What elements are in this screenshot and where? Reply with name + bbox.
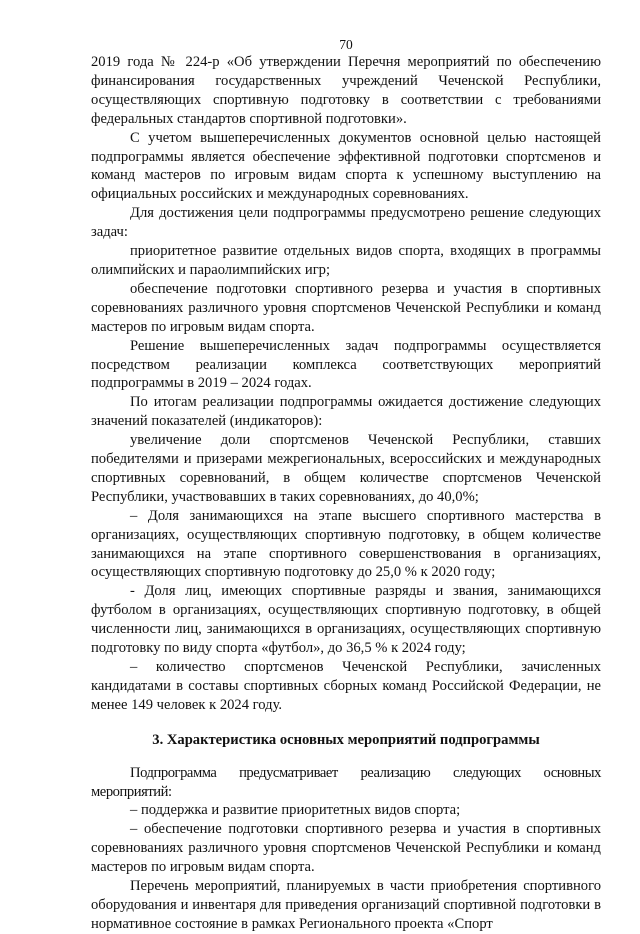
paragraph-equipment-purchase: Перечень мероприятий, планируемых в части приобретения спортивного оборудования и инвентаря для приведения организаций спортивной подготовки в нормативное состояние в рамках Регионального проекта «Спорт	[91, 878, 601, 932]
indicator-item-football-share: - Доля лиц, имеющих спортивные разряды и звания, занимающихся футболом в организациях, осуществляющих спортивную подготовку, в общей численности лиц, занимающихся в организациях, осуществляющих спортивную подготовку по виду спорта «футбол», до 36,5 % к 2024 году;	[91, 583, 601, 657]
task-item-olympic-sports: приоритетное развитие отдельных видов спорта, входящих в программы олимпийских и параолимпийских игр;	[91, 243, 601, 278]
indicator-item-high-mastery-share: – Доля занимающихся на этапе высшего спортивного мастерства в организациях, осуществляющих спортивную подготовку, в общем количестве занимающихся на этапе спортивного совершенствования в организациях, осуществляющих спортивную подготовку до 25,0 % к 2020 году;	[91, 507, 601, 581]
task-item-reserve-training: обеспечение подготовки спортивного резерва и участия в спортивных соревнованиях различного уровня спортсменов Чеченской Республики и команд мастеров по игровым видам спорта.	[91, 280, 601, 335]
paragraph-main-activities-intro: Подпрограмма предусматривает реализацию следующих основных мероприятий:	[91, 764, 601, 800]
document-body	[91, 53, 601, 934]
section-heading: 3. Характеристика основных мероприятий подпрограммы	[152, 731, 540, 748]
indicator-item-winners-share: увеличение доли спортсменов Чеченской Республики, ставших победителями и призерами межрегиональных, всероссийских и международных спортивных соревнований, в общем количестве спортсменов Чеченской Республики, участвовавших в таких соревнованиях, до 40,0%;	[91, 432, 601, 505]
page-number: 70	[339, 37, 353, 52]
paragraph-tasks-intro: Для достижения цели подпрограммы предусмотрено решение следующих задач:	[91, 205, 601, 241]
activity-item-priority-sports: – поддержка и развитие приоритетных видов спорта;	[130, 802, 461, 819]
paragraph-implementation: Решение вышеперечисленных задач подпрограммы осуществляется посредством реализации комплекса соответствующих мероприятий подпрограммы в 2019 – 2024 годах.	[91, 337, 601, 392]
paragraph-decree-reference: 2019 года № 224-р «Об утверждении Перечня мероприятий по обеспечению финансирования государственных учреждений Чеченской Республики, осуществляющих спортивную подготовку в соответствии с требованиями федеральных стандартов спортивной подготовки».	[91, 54, 601, 127]
activity-item-reserve-training: – обеспечение подготовки спортивного резерва и участия в спортивных соревнованиях различного уровня спортсменов Чеченской Республики и команд мастеров по игровым видам спорта.	[91, 821, 601, 876]
indicator-item-national-team-candidates: – количество спортсменов Чеченской Республики, зачисленных кандидатами в составы спортивных сборных команд Российской Федерации, не менее 149 человек к 2024 году.	[91, 659, 601, 713]
paragraph-main-goal: С учетом вышеперечисленных документов основной целью настоящей подпрограммы является обеспечение эффективной подготовки спортсменов и команд мастеров по игровым видам спорта к успешному выступлению на официальных российских и международных соревнованиях.	[91, 129, 601, 203]
paragraph-indicators-intro: По итогам реализации подпрограммы ожидается достижение следующих значений показателей (индикаторов):	[91, 394, 601, 430]
